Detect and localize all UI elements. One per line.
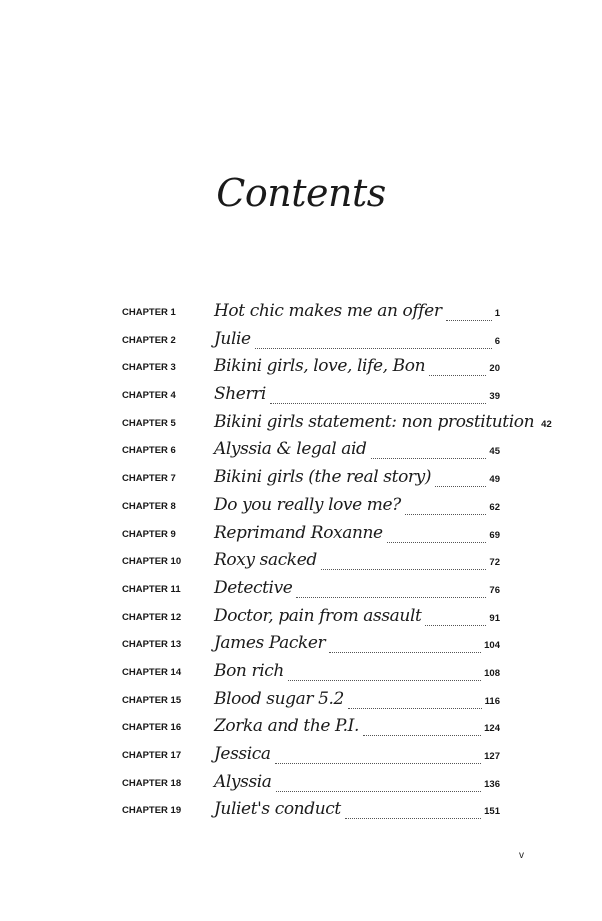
table-of-contents bbox=[122, 298, 552, 824]
toc-entry bbox=[214, 548, 500, 574]
page-number: 39 bbox=[489, 391, 500, 403]
toc-entry bbox=[214, 354, 500, 380]
chapter-label: CHAPTER 1 bbox=[122, 307, 176, 318]
toc-entry bbox=[214, 631, 500, 657]
chapter-title[interactable]: James Packer bbox=[214, 633, 326, 654]
toc-row-14[interactable] bbox=[122, 658, 500, 686]
toc-row-8[interactable] bbox=[122, 492, 500, 520]
dot-leader bbox=[429, 374, 486, 376]
page-number: 136 bbox=[484, 778, 500, 790]
toc-row-6[interactable] bbox=[122, 436, 500, 464]
toc-row-5[interactable] bbox=[122, 409, 552, 437]
chapter-title[interactable]: Detective bbox=[214, 577, 293, 598]
chapter-title[interactable]: Reprimand Roxanne bbox=[214, 522, 383, 543]
chapter-label: CHAPTER 9 bbox=[122, 528, 176, 540]
toc-entry bbox=[214, 770, 500, 796]
page-folio: v bbox=[519, 850, 524, 861]
chapter-label: CHAPTER 4 bbox=[122, 390, 176, 402]
chapter-label: CHAPTER 13 bbox=[122, 639, 182, 651]
page-number: 151 bbox=[484, 806, 500, 818]
dot-leader bbox=[329, 651, 481, 653]
chapter-label: CHAPTER 18 bbox=[122, 777, 182, 789]
toc-entry bbox=[214, 465, 500, 491]
toc-row-16[interactable] bbox=[122, 713, 500, 741]
dot-leader bbox=[275, 762, 482, 764]
page-number: 20 bbox=[489, 363, 500, 375]
chapter-title[interactable]: Alyssia bbox=[214, 771, 272, 792]
toc-entry bbox=[214, 410, 552, 436]
page-number: 62 bbox=[489, 501, 500, 513]
dot-leader bbox=[348, 707, 482, 709]
page-number: 116 bbox=[484, 695, 500, 707]
dot-leader bbox=[435, 485, 486, 487]
page-number: 49 bbox=[489, 474, 500, 486]
chapter-label: CHAPTER 6 bbox=[122, 445, 176, 457]
chapter-title[interactable]: Bon rich bbox=[214, 660, 284, 681]
toc-row-13[interactable] bbox=[122, 630, 500, 658]
page-number: 91 bbox=[489, 612, 500, 624]
page-title: Contents bbox=[216, 171, 386, 215]
chapter-title[interactable]: Jessica bbox=[214, 744, 271, 764]
toc-row-9[interactable] bbox=[122, 520, 500, 548]
chapter-label: CHAPTER 12 bbox=[122, 611, 182, 623]
toc-entry bbox=[214, 604, 500, 630]
page-number: 104 bbox=[484, 640, 500, 652]
dot-leader bbox=[405, 513, 487, 515]
page-number: 6 bbox=[494, 335, 500, 347]
chapter-title[interactable]: Blood sugar 5.2 bbox=[214, 688, 344, 709]
chapter-label: CHAPTER 10 bbox=[122, 556, 182, 568]
dot-leader bbox=[288, 679, 481, 681]
chapter-title[interactable]: Bikini girls, love, life, Bon bbox=[214, 356, 426, 377]
page-number: 69 bbox=[489, 529, 500, 541]
toc-row-19[interactable] bbox=[122, 796, 500, 824]
toc-row-11[interactable] bbox=[122, 575, 500, 603]
page-number: 72 bbox=[489, 557, 500, 569]
page-number: 127 bbox=[484, 751, 500, 762]
dot-leader bbox=[363, 734, 481, 736]
toc-entry bbox=[214, 521, 500, 547]
page-number: 1 bbox=[494, 308, 500, 319]
dot-leader bbox=[321, 568, 487, 570]
toc-row-4[interactable] bbox=[122, 381, 500, 409]
chapter-label: CHAPTER 14 bbox=[122, 666, 182, 678]
toc-row-2[interactable] bbox=[122, 326, 500, 354]
page-number: 45 bbox=[489, 446, 500, 458]
toc-entry bbox=[214, 327, 500, 353]
chapter-label: CHAPTER 19 bbox=[122, 805, 182, 817]
chapter-title[interactable]: Roxy sacked bbox=[214, 550, 317, 571]
page-number: 124 bbox=[484, 723, 500, 735]
chapter-label: CHAPTER 7 bbox=[122, 473, 176, 485]
toc-entry bbox=[214, 659, 500, 685]
toc-entry bbox=[214, 493, 500, 519]
chapter-label: CHAPTER 8 bbox=[122, 500, 176, 512]
chapter-label: CHAPTER 17 bbox=[122, 750, 182, 761]
toc-row-18[interactable] bbox=[122, 769, 500, 797]
chapter-label: CHAPTER 16 bbox=[122, 722, 182, 734]
chapter-label: CHAPTER 11 bbox=[122, 583, 181, 595]
chapter-title[interactable]: Sherri bbox=[214, 384, 266, 405]
dot-leader bbox=[425, 624, 486, 626]
toc-entry bbox=[214, 382, 500, 408]
dot-leader bbox=[276, 790, 482, 792]
chapter-title[interactable]: Hot chic makes me an offer bbox=[214, 301, 442, 321]
chapter-title[interactable]: Julie bbox=[214, 328, 251, 349]
toc-entry bbox=[214, 714, 500, 740]
dot-leader bbox=[296, 596, 486, 598]
toc-entry bbox=[214, 742, 500, 768]
chapter-title[interactable]: Do you really love me? bbox=[214, 494, 401, 515]
toc-row-12[interactable] bbox=[122, 603, 500, 631]
dot-leader bbox=[270, 402, 486, 404]
chapter-label: CHAPTER 15 bbox=[122, 694, 182, 706]
chapter-title[interactable]: Zorka and the P.I. bbox=[214, 716, 359, 737]
toc-row-10[interactable] bbox=[122, 547, 500, 575]
chapter-title[interactable]: Bikini girls statement: non prostitution bbox=[214, 411, 535, 432]
chapter-title[interactable]: Juliet's conduct bbox=[214, 799, 341, 820]
toc-entry bbox=[214, 437, 500, 463]
chapter-title[interactable]: Alyssia & legal aid bbox=[214, 439, 367, 460]
page-number: 108 bbox=[484, 667, 500, 679]
chapter-label: CHAPTER 2 bbox=[122, 334, 176, 346]
chapter-label: CHAPTER 5 bbox=[122, 417, 176, 429]
toc-entry bbox=[214, 299, 500, 325]
dot-leader bbox=[371, 457, 487, 459]
dot-leader bbox=[446, 319, 492, 321]
toc-row-3[interactable] bbox=[122, 353, 500, 381]
toc-entry bbox=[214, 576, 500, 602]
chapter-title[interactable]: Bikini girls (the real story) bbox=[214, 467, 432, 488]
toc-row-15[interactable] bbox=[122, 686, 500, 714]
dot-leader bbox=[345, 817, 481, 819]
toc-entry bbox=[214, 687, 500, 713]
toc-row-1[interactable] bbox=[122, 298, 500, 326]
dot-leader bbox=[255, 347, 492, 349]
dot-leader bbox=[387, 541, 487, 543]
page-number: 42 bbox=[541, 418, 552, 430]
toc-row-17[interactable] bbox=[122, 741, 500, 769]
toc-entry bbox=[214, 797, 500, 823]
chapter-title[interactable]: Doctor, pain from assault bbox=[214, 605, 422, 626]
toc-row-7[interactable] bbox=[122, 464, 500, 492]
chapter-label: CHAPTER 3 bbox=[122, 362, 176, 374]
page-number: 76 bbox=[489, 584, 500, 596]
